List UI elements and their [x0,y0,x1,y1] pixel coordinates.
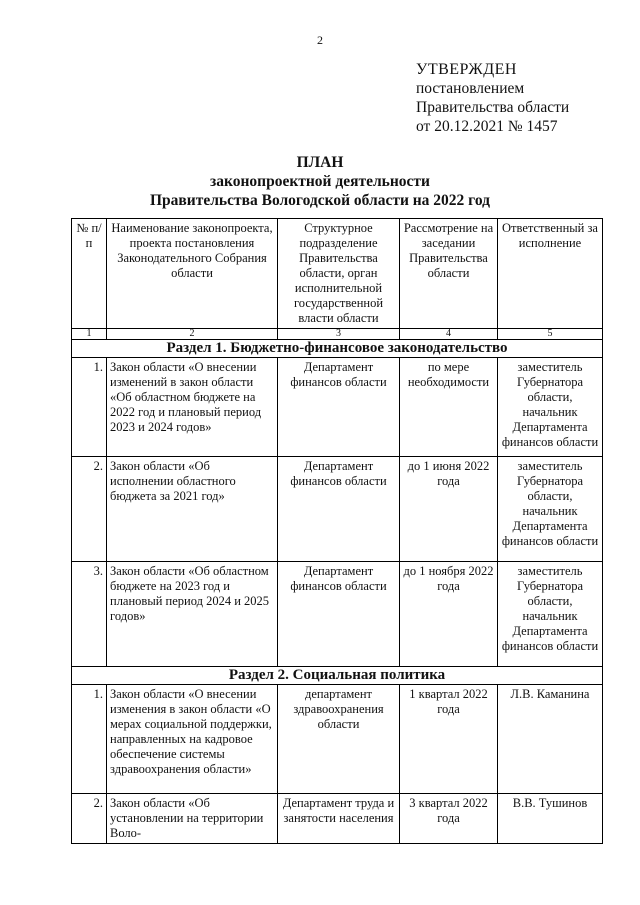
document-title [0,153,640,210]
row-name: Закон области «О внесении изменения в закон области «О мерах социальной поддержки, направленных на кадровое обеспечение системы здравоохранения области» [107,685,278,794]
plan-table [71,218,603,844]
approval-line: Правительства области [416,99,570,116]
row-review: по мере необходимости [400,358,498,457]
row-dept: Департамент финансов области [278,562,400,667]
header-dept: Структурное подразделение Правительства области, орган исполнительной государственной власти области [278,219,400,329]
row-review: 3 квартал 2022 года [400,794,498,844]
title-line-3: Правительства Вологодской области на 2022 год [150,192,490,209]
section-heading: Раздел 2. Социальная политика [72,667,603,685]
row-review: до 1 июня 2022 года [400,457,498,562]
table-row [72,358,603,457]
row-name: Закон области «Об установлении на территории Воло- [107,794,278,844]
row-responsible: Л.В. Каманина [498,685,603,794]
row-responsible: заместитель Губернатора области, начальник Департамента финансов области [498,562,603,667]
row-name: Закон области «Об исполнении областного бюджета за 2021 год» [107,457,278,562]
row-dept: департамент здравоохранения области [278,685,400,794]
table-row [72,794,603,844]
table-header-row [72,219,603,329]
section-heading: Раздел 1. Бюджетно-финансовое законодательство [72,340,603,358]
row-num: 1. [72,358,107,457]
col-number: 5 [498,329,603,340]
header-name: Наименование законопроекта, проекта постановления Законодательного Собрания области [107,219,278,329]
title-line-2: законопроектной деятельности [210,173,430,190]
page-number: 2 [317,33,323,47]
row-num: 1. [72,685,107,794]
col-number: 2 [107,329,278,340]
col-number: 4 [400,329,498,340]
row-dept: Департамент финансов области [278,358,400,457]
row-review: до 1 ноября 2022 года [400,562,498,667]
row-review: 1 квартал 2022 года [400,685,498,794]
column-number-row [72,329,603,340]
col-number: 3 [278,329,400,340]
table-row [72,457,603,562]
row-dept: Департамент финансов области [278,457,400,562]
col-number: 1 [72,329,107,340]
row-responsible: В.В. Тушинов [498,794,603,844]
row-num: 3. [72,562,107,667]
row-num: 2. [72,457,107,562]
header-num: № п/п [72,219,107,329]
title-line-1: ПЛАН [296,154,344,171]
row-name: Закон области «О внесении изменений в закон области «Об областном бюджете на 2022 год и плановый период 2023 и 2024 годов» [107,358,278,457]
section-row [72,340,603,358]
row-responsible: заместитель Губернатора области, начальник Департамента финансов области [498,457,603,562]
approval-line: постановлением [416,80,525,97]
approval-block [416,60,569,136]
header-responsible: Ответственный за исполнение [498,219,603,329]
table-row [72,685,603,794]
row-responsible: заместитель Губернатора области, начальник Департамента финансов области [498,358,603,457]
header-review: Рассмотрение на заседании Правительства области [400,219,498,329]
section-row [72,667,603,685]
row-name: Закон области «Об областном бюджете на 2023 год и плановый период 2024 и 2025 годов» [107,562,278,667]
approval-date: от 20.12.2021 № 1457 [416,118,558,135]
table-row [72,562,603,667]
row-dept: Департамент труда и занятости населения [278,794,400,844]
row-num: 2. [72,794,107,844]
approval-title: УТВЕРЖДЕН [416,61,517,78]
